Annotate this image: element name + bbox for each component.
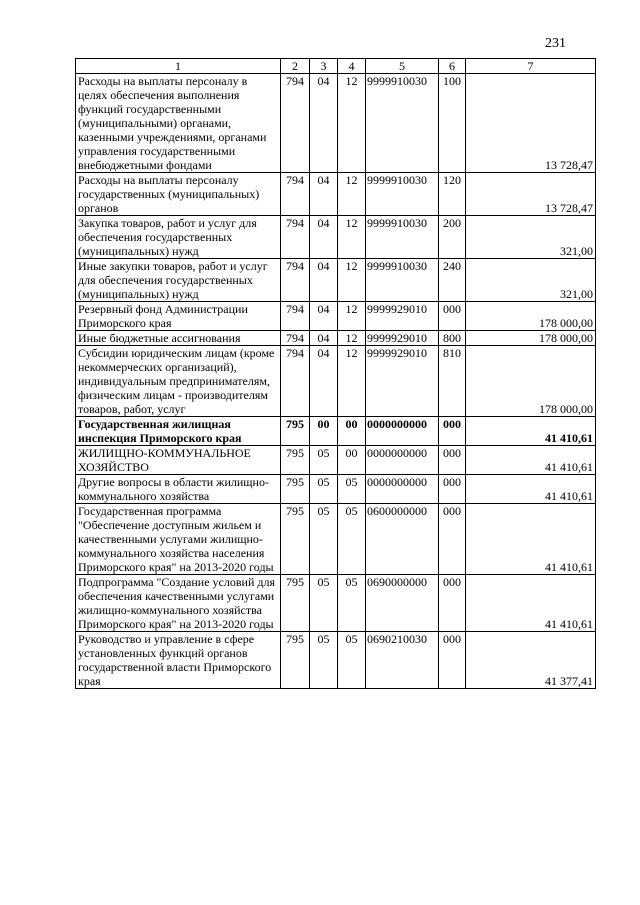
row-code-admin: 794 — [281, 346, 310, 417]
row-code-section: 05 — [310, 446, 338, 475]
row-code-admin: 795 — [281, 446, 310, 475]
row-amount: 178 000,00 — [466, 302, 596, 331]
row-code-admin: 794 — [281, 331, 310, 346]
row-name: Расходы на выплаты персоналу в целях обеспечения выполнения функций государственными (муниципальными) органами, казенными учреждениями, органами управления государственными внебюджетными фондами — [76, 74, 281, 173]
row-code-admin: 795 — [281, 475, 310, 504]
row-name: ЖИЛИЩНО-КОММУНАЛЬНОЕ ХОЗЯЙСТВО — [76, 446, 281, 475]
row-code-expense: 100 — [439, 74, 466, 173]
table-row — [76, 446, 596, 475]
row-code-subsection: 00 — [338, 417, 366, 446]
row-code-section: 04 — [310, 346, 338, 417]
row-code-expense: 000 — [439, 417, 466, 446]
row-code-admin: 795 — [281, 504, 310, 575]
row-code-target: 9999910030 — [366, 259, 439, 302]
row-amount: 321,00 — [466, 216, 596, 259]
row-name: Руководство и управление в сфере установленных функций органов государственной власти Приморского края — [76, 632, 281, 689]
header-cell: 5 — [366, 59, 439, 74]
row-code-subsection: 12 — [338, 259, 366, 302]
budget-table — [75, 58, 596, 689]
row-code-expense: 000 — [439, 632, 466, 689]
row-code-subsection: 00 — [338, 446, 366, 475]
row-code-section: 05 — [310, 632, 338, 689]
row-code-admin: 795 — [281, 632, 310, 689]
row-code-target: 0600000000 — [366, 504, 439, 575]
row-code-section: 00 — [310, 417, 338, 446]
row-code-expense: 120 — [439, 173, 466, 216]
row-code-expense: 800 — [439, 331, 466, 346]
table-row — [76, 216, 596, 259]
row-code-admin: 795 — [281, 575, 310, 632]
row-code-expense: 240 — [439, 259, 466, 302]
row-name: Резервный фонд Администрации Приморского края — [76, 302, 281, 331]
row-name: Государственная программа "Обеспечение доступным жильем и качественными услугами жилищно-коммунального хозяйства населения Приморского края" на 2013-2020 годы — [76, 504, 281, 575]
row-code-subsection: 05 — [338, 475, 366, 504]
row-amount: 41 410,61 — [466, 475, 596, 504]
row-code-admin: 794 — [281, 74, 310, 173]
row-name: Государственная жилищная инспекция Приморского края — [76, 417, 281, 446]
table-row — [76, 575, 596, 632]
row-amount: 41 410,61 — [466, 575, 596, 632]
row-code-subsection: 12 — [338, 216, 366, 259]
row-code-section: 04 — [310, 216, 338, 259]
table-row — [76, 346, 596, 417]
row-code-target: 9999910030 — [366, 173, 439, 216]
row-name: Другие вопросы в области жилищно-коммунального хозяйства — [76, 475, 281, 504]
table-row — [76, 504, 596, 575]
row-code-target: 9999929010 — [366, 331, 439, 346]
row-code-section: 04 — [310, 259, 338, 302]
table-row — [76, 302, 596, 331]
row-code-expense: 000 — [439, 575, 466, 632]
row-code-target: 0000000000 — [366, 475, 439, 504]
table-row — [76, 417, 596, 446]
row-code-target: 9999910030 — [366, 74, 439, 173]
row-code-target: 0690210030 — [366, 632, 439, 689]
header-cell: 3 — [310, 59, 338, 74]
row-amount: 178 000,00 — [466, 331, 596, 346]
row-code-subsection: 05 — [338, 575, 366, 632]
row-name: Подпрограмма "Создание условий для обеспечения качественными услугами жилищно-коммунального хозяйства Приморского края" на 2013-2020 годы — [76, 575, 281, 632]
row-code-admin: 794 — [281, 216, 310, 259]
row-code-subsection: 12 — [338, 331, 366, 346]
row-code-section: 05 — [310, 575, 338, 632]
header-row — [76, 59, 596, 74]
row-code-subsection: 05 — [338, 632, 366, 689]
row-code-target: 0000000000 — [366, 417, 439, 446]
row-code-expense: 000 — [439, 446, 466, 475]
row-code-expense: 810 — [439, 346, 466, 417]
header-cell: 2 — [281, 59, 310, 74]
row-code-target: 9999929010 — [366, 302, 439, 331]
header-cell: 7 — [466, 59, 596, 74]
row-code-expense: 000 — [439, 504, 466, 575]
row-name: Закупка товаров, работ и услуг для обеспечения государственных (муниципальных) нужд — [76, 216, 281, 259]
row-code-target: 9999910030 — [366, 216, 439, 259]
row-code-admin: 794 — [281, 259, 310, 302]
header-cell: 4 — [338, 59, 366, 74]
row-code-section: 04 — [310, 173, 338, 216]
table-row — [76, 475, 596, 504]
header-cell: 1 — [76, 59, 281, 74]
row-code-admin: 794 — [281, 302, 310, 331]
row-code-expense: 000 — [439, 475, 466, 504]
row-code-subsection: 12 — [338, 302, 366, 331]
row-code-section: 05 — [310, 504, 338, 575]
table-row — [76, 173, 596, 216]
row-name: Расходы на выплаты персоналу государственных (муниципальных) органов — [76, 173, 281, 216]
row-amount: 13 728,47 — [466, 173, 596, 216]
page-number: 231 — [545, 36, 566, 51]
row-code-target: 0000000000 — [366, 446, 439, 475]
row-code-section: 04 — [310, 331, 338, 346]
row-amount: 178 000,00 — [466, 346, 596, 417]
row-code-subsection: 12 — [338, 74, 366, 173]
table-row — [76, 74, 596, 173]
row-amount: 41 410,61 — [466, 417, 596, 446]
row-name: Иные бюджетные ассигнования — [76, 331, 281, 346]
table-row — [76, 331, 596, 346]
row-code-expense: 200 — [439, 216, 466, 259]
row-code-expense: 000 — [439, 302, 466, 331]
table-row — [76, 259, 596, 302]
row-code-admin: 794 — [281, 173, 310, 216]
row-name: Субсидии юридическим лицам (кроме некоммерческих организаций), индивидуальным предпринимателям, физическим лицам - производителям товаров, работ, услуг — [76, 346, 281, 417]
row-amount: 41 410,61 — [466, 504, 596, 575]
row-code-target: 0690000000 — [366, 575, 439, 632]
row-amount: 13 728,47 — [466, 74, 596, 173]
row-amount: 41 410,61 — [466, 446, 596, 475]
row-code-subsection: 12 — [338, 346, 366, 417]
row-code-subsection: 05 — [338, 504, 366, 575]
row-code-target: 9999929010 — [366, 346, 439, 417]
row-code-section: 04 — [310, 302, 338, 331]
row-amount: 321,00 — [466, 259, 596, 302]
table-row — [76, 632, 596, 689]
row-code-subsection: 12 — [338, 173, 366, 216]
header-cell: 6 — [439, 59, 466, 74]
row-code-section: 05 — [310, 475, 338, 504]
row-name: Иные закупки товаров, работ и услуг для обеспечения государственных (муниципальных) нужд — [76, 259, 281, 302]
row-code-admin: 795 — [281, 417, 310, 446]
row-amount: 41 377,41 — [466, 632, 596, 689]
row-code-section: 04 — [310, 74, 338, 173]
